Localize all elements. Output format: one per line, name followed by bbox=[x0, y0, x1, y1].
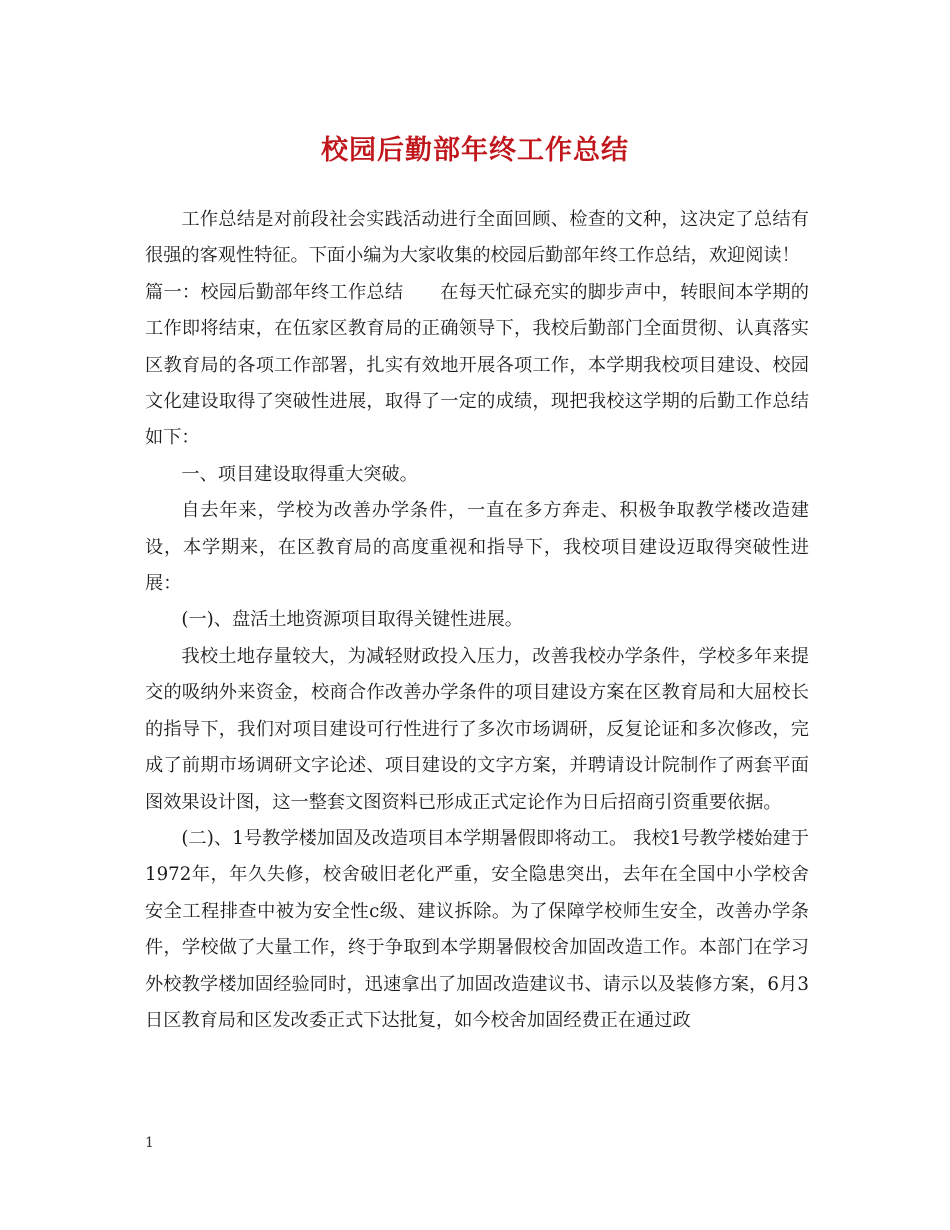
subsection-heading: (一)、盘活土地资源项目取得关键性进展。 bbox=[181, 609, 523, 631]
page-number: 1 bbox=[145, 1135, 154, 1151]
section-heading: 一、项目建设取得重大突破。 bbox=[181, 463, 418, 485]
document-title: 校园后勤部年终工作总结 bbox=[321, 135, 629, 166]
paragraph: 自去年来，学校为改善办学条件，一直在多方奔走、积极争取教学楼改造建设，本学期来，在区教育局的高度重视和指导下，我校项目建设迈取得突破性进展： bbox=[145, 500, 809, 595]
paragraph: 工作总结是对前段社会实践活动进行全面回顾、检查的文种，这决定了总结有很强的客观性特征。下面小编为大家收集的校园后勤部年终工作总结，欢迎阅读！ bbox=[145, 209, 809, 267]
paragraph: 篇一：校园后勤部年终工作总结 在每天忙碌充实的脚步声中，转眼间本学期的工作即将结束，在伍家区教育局的正确领导下，我校后勤部门全面贯彻、认真落实区教育局的各项工作部署，扎实有效地开展各项工作，本学期我校项目建设、校园文化建设取得了突破性进展，取得了一定的成绩，现把我校这学期的后勤工作总结如下： bbox=[145, 281, 809, 449]
document-body bbox=[145, 202, 809, 1039]
paragraph: 我校土地存量较大，为减轻财政投入压力，改善我校办学条件，学校多年来提交的吸纳外来资金，校商合作改善办学条件的项目建设方案在区教育局和大屈校长的指导下，我们对项目建设可行性进行了多次市场调研，反复论证和多次修改，完成了前期市场调研文字论述、项目建设的文字方案，并聘请设计院制作了两套平面图效果设计图，这一整套文图资料已形成正式定论作为日后招商引资重要依据。 bbox=[145, 645, 809, 813]
paragraph: (二)、1号教学楼加固及改造项目本学期暑假即将动工。 我校1号教学楼始建于1972年，年久失修，校舍破旧老化严重，安全隐患突出，去年在全国中小学校舍安全工程排查中被为安全性c级、建议拆除。为了保障学校师生安全，改善办学条件，学校做了大量工作，终于争取到本学期暑假校舍加固改造工作。本部门在学习外校教学楼加固经验同时，迅速拿出了加固改造建议书、请示以及装修方案，6月3日区教育局和区发改委正式下达批复，如今校舍加固经费正在通过政 bbox=[145, 827, 809, 1031]
